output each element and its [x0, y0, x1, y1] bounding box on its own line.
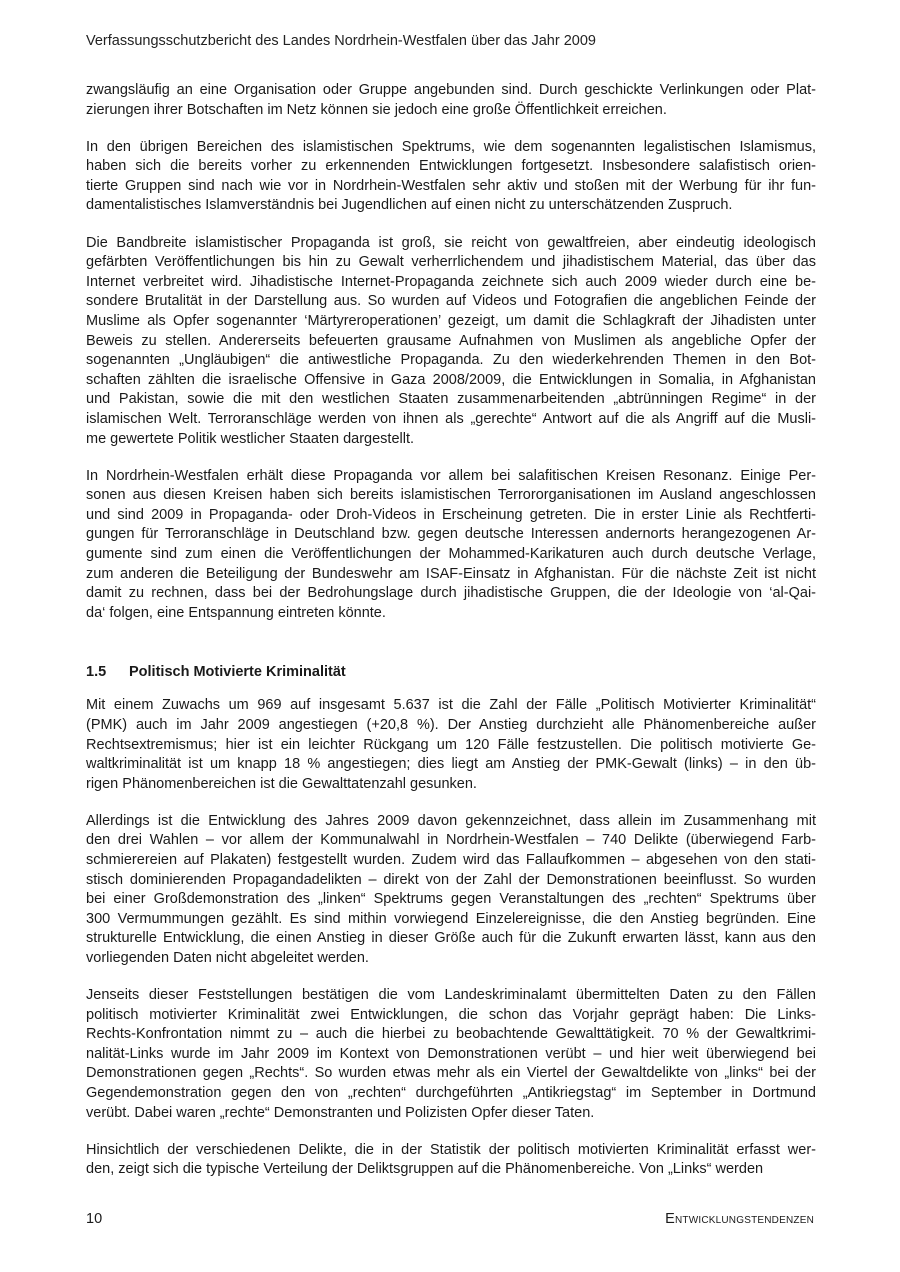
paragraph-group-2 [86, 696, 816, 1180]
text-line: gungen für Terroranschläge in Deutschland bzw. gegen deutsche Interessen andernorts herangezogenen Ar- [86, 526, 816, 543]
text-line: islamischen Welt. Terroranschläge werden von ihnen als „gerechte“ Antwort auf die als Angriff auf die Musli- [86, 410, 816, 427]
paragraph [86, 696, 816, 794]
text-line: Internet verbreitet wird. Jihadistische Internet-Propaganda zeichnete sich auch 2009 wieder durch eine be- [86, 273, 816, 290]
text-line: Hinsichtlich der verschiedenen Delikte, die in der Statistik der politisch motivierten Kriminalität erfasst wer- [86, 1141, 816, 1158]
text-line: damentalistisches Islamverständnis bei Jugendlichen auf einen nicht zu unterschätzenden Zuspruch. [86, 197, 733, 214]
text-line: vorliegenden Daten nicht abgeleitet werden. [86, 949, 369, 966]
text-line: Jenseits dieser Feststellungen bestätigen die vom Landeskriminalamt übermittelten Daten zu den Fällen [86, 987, 816, 1004]
text-line: In den übrigen Bereichen des islamistischen Spektrums, wie dem sogenannten legalistischen Islamismus, [86, 138, 816, 155]
page-number: 10 [86, 1211, 103, 1227]
text-line: strukturelle Entwicklung, die einen Anstieg in dieser Größe auch für die Zukunft erwarten lässt, kann aus den [86, 930, 816, 947]
text-line: nalität-Links wurde im Jahr 2009 im Kontext von Demonstrationen verübt – und hier weit überwiegend bei [86, 1045, 816, 1062]
text-line: stisch dominierenden Propagandadelikten – direkt von der Zahl der Demonstrationen beeinflusst. So wurden [86, 871, 816, 888]
text-line: tierte Gruppen sind nach wie vor in Nordrhein-Westfalen sehr aktiv und stoßen mit der Werbung für ihr fun- [86, 177, 816, 194]
paragraph [86, 138, 816, 216]
text-line: Muslime als Opfer sogenannter ‘Märtyreroperationen’ gezeigt, um damit die Schlagkraft der Jihadisten unter [86, 312, 816, 329]
text-line: Gegendemonstration gegen den von „rechten“ durchgeführten „Antikriegstag“ im September in Dortmund [86, 1085, 816, 1102]
paragraph [86, 1141, 816, 1180]
text-line: gumente sind zum einen die Veröffentlichungen der Mohammed-Karikaturen auch durch deutsche Verlage, [86, 545, 816, 562]
text-line: zum anderen die Beteiligung der Bundeswehr am ISAF-Einsatz in Afghanistan. Für die nächste Zeit ist nicht [86, 565, 816, 582]
text-line: und sind 2009 in Propaganda- oder Droh-Videos in Erscheinung getreten. Die in erster Linie als Rechtferti- [86, 506, 816, 523]
section-title: Politisch Motivierte Kriminalität [129, 664, 346, 681]
text-line: me gewertete Politik westlicher Staaten dargestellt. [86, 430, 415, 447]
text-line: politisch motivierter Kriminalität zwei Entwicklungen, die schon das Vorjahr geprägt haben: Die Links- [86, 1006, 816, 1023]
text-line: sogenannten „Ungläubigen“ die antiwestliche Propaganda. Zu den wiederkehrenden Themen in den Bot- [86, 352, 816, 369]
paragraph [86, 234, 816, 450]
text-line: zierungen ihrer Botschaften im Netz können sie jedoch eine große Öffentlichkeit erreichen. [86, 101, 667, 118]
text-line: gefärbten Veröffentlichungen bis hin zu Gewalt verherrlichendem und jihadistischem Material, das über das [86, 254, 816, 271]
chapter-title: Entwicklungstendenzen [665, 1211, 814, 1227]
text-line: 300 Vermummungen gezählt. Es sind mithin vorwiegend Einzelereignisse, die den Anstieg begründen. Eine [86, 910, 816, 927]
text-line: den drei Wahlen – vor allem der Kommunalwahl in Nordrhein-Westfalen – 740 Delikte (überwiegend Farb- [86, 832, 816, 849]
text-line: haben sich die bereits vorher zu erkennenden Entwicklungen fortgesetzt. Insbesondere salafistisch orien- [86, 158, 816, 175]
paragraph [86, 812, 816, 969]
text-line: Demonstrationen gegen „Rechts“. So wurden etwas mehr als ein Viertel der Gewaltdelikte von „links“ bei der [86, 1065, 816, 1082]
text-line: Rechts-Konfrontation nimmt zu – auch die hierbei zu beobachtende Gewalttätigkeit. 70 % der Gewaltkrimi- [86, 1026, 816, 1043]
running-header: Verfassungsschutzbericht des Landes Nordrhein-Westfalen über das Jahr 2009 [86, 33, 596, 49]
text-line: In Nordrhein-Westfalen erhält diese Propaganda vor allem bei salafitischen Kreisen Resonanz. Einige Per- [86, 467, 816, 484]
text-line: schaften zählten die israelische Offensive in Gaza 2008/2009, die Entwicklungen in Somalia, in Afghanistan [86, 371, 816, 388]
paragraph [86, 467, 816, 624]
text-line: rigen Phänomenbereichen ist die Gewalttatenzahl gesunken. [86, 775, 477, 792]
text-line: und Pakistan, sowie die mit den westlichen Staaten zusammenarbeitenden „abtrünningen Regime“ in der [86, 391, 816, 408]
text-line: zwangsläufig an eine Organisation oder Gruppe angebunden sind. Durch geschickte Verlinkungen oder Plat- [86, 82, 816, 98]
section-number: 1.5 [86, 664, 107, 681]
paragraph [86, 81, 816, 120]
text-line: waltkriminalität ist um knapp 18 % angestiegen; dies liegt am Anstieg der PMK-Gewalt (links) – in den üb- [86, 756, 816, 773]
text-line: damit zu rechnen, dass bei der Bedrohungslage durch jihadistische Gruppen, die der Ideologie von ‘al-Qai- [86, 585, 816, 602]
text-line: bei einer Großdemonstration des „linken“ Spektrums gegen Veranstaltungen des „rechten“ Spektrums über [86, 891, 816, 908]
section-heading [86, 663, 816, 682]
text-line: Allerdings ist die Entwicklung des Jahres 2009 davon gekennzeichnet, dass allein im Zusammenhang mit [86, 812, 816, 829]
text-line: (PMK) auch im Jahr 2009 angestiegen (+20,8 %). Der Anstieg durchzieht alle Phänomenbereiche außer [86, 716, 816, 733]
text-line: sondere Brutalität in der Darstellung aus. So wurden auf Videos und Fotografien die angeblichen Feinde der [86, 293, 816, 310]
document-body [86, 81, 816, 1197]
text-line: schmierereien auf Plakaten) festgestellt wurden. Zudem wird das Fallaufkommen – abgesehen von den stati- [86, 852, 816, 868]
text-line: sonen aus diesen Kreisen haben sich bereits islamistischen Terrororganisationen im Ausland angeschlossen [86, 487, 816, 504]
text-line: Beweis zu stellen. Andererseits befeuerten grausame Aufnahmen von Muslimen als angebliche Opfer der [86, 332, 816, 349]
paragraph [86, 986, 816, 1123]
text-line: den, zeigt sich die typische Verteilung der Deliktsgruppen auf die Phänomenbereiche. Von „Links“ werden [86, 1161, 764, 1178]
text-line: da‘ folgen, eine Entspannung eintreten könnte. [86, 604, 386, 621]
text-line: Rechtsextremismus; hier ist ein leichter Rückgang um 120 Fälle festzustellen. Die politisch motivierte Ge- [86, 736, 816, 753]
text-line: Mit einem Zuwachs um 969 auf insgesamt 5.637 ist die Zahl der Fälle „Politisch Motivierter Kriminalität“ [86, 697, 816, 714]
text-line: Die Bandbreite islamistischer Propaganda ist groß, sie reicht von gewaltfreien, aber eindeutig ideologisch [86, 234, 816, 251]
text-line: verübt. Dabei waren „rechte“ Demonstranten und Polizisten Opfer dieser Taten. [86, 1104, 595, 1121]
paragraph-group-1 [86, 81, 816, 623]
